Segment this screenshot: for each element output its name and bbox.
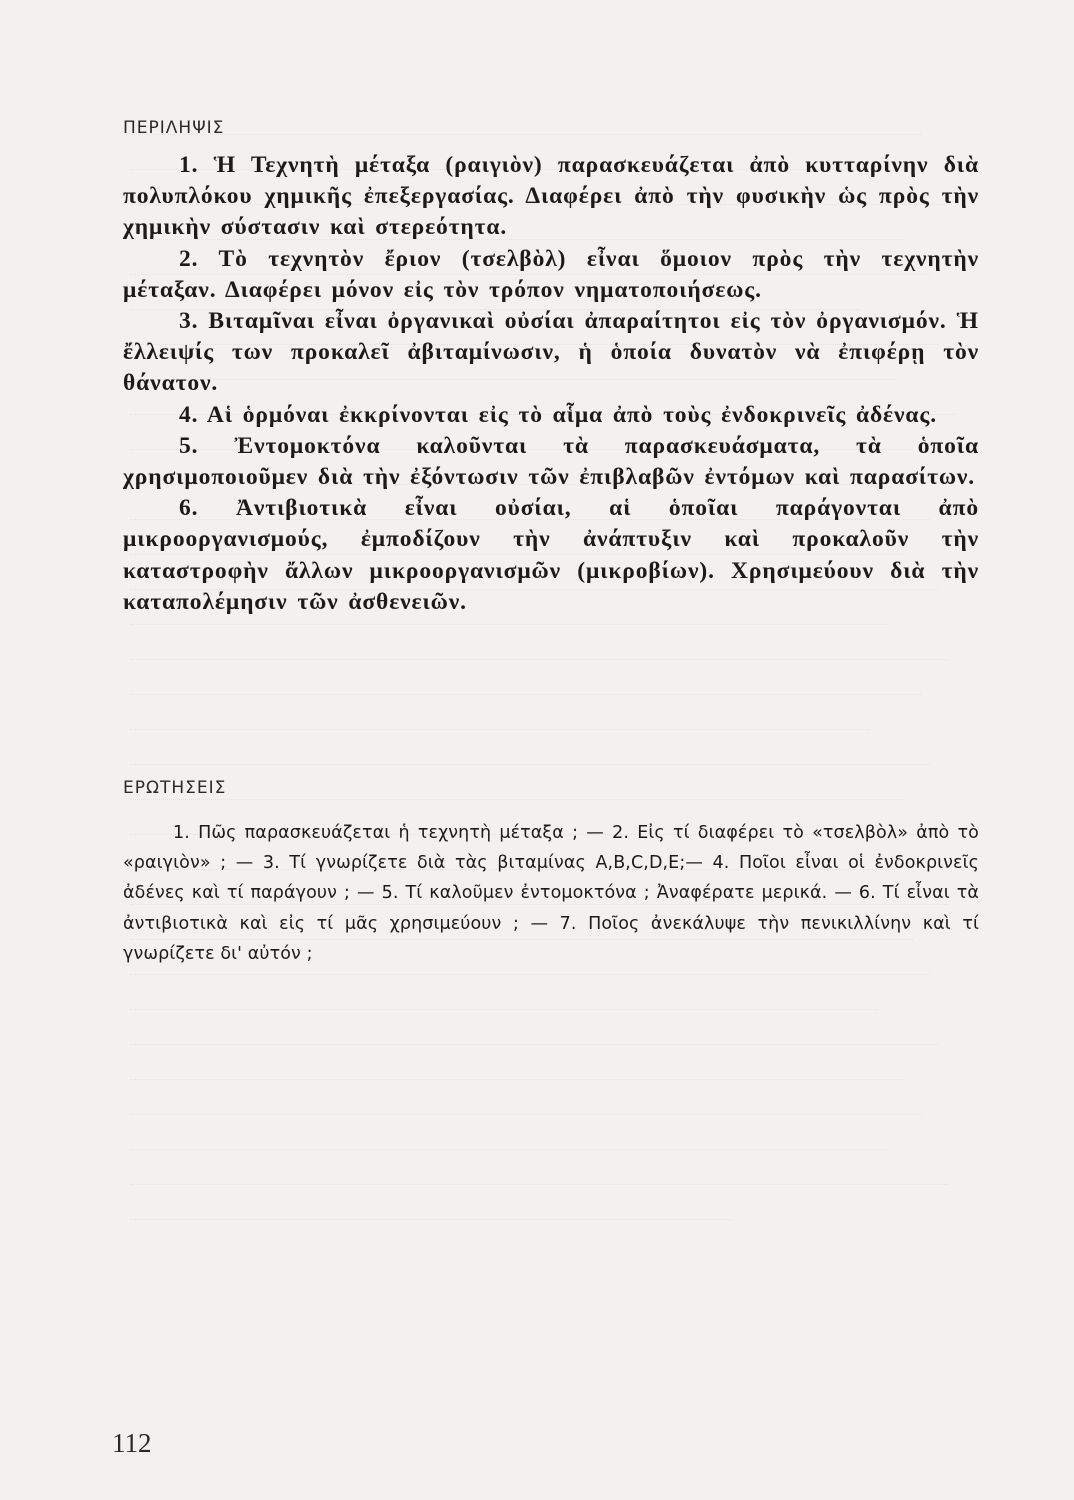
- summary-item-1: 1. Ἡ Τεχνητὴ μέταξα (ραιγιὸν) παρασκευάζεται ἀπὸ κυτταρίνην διὰ πολυπλόκου χημικῆς ἐπεξεργασίας. Διαφέρει ἀπὸ τὴν φυσικὴν ὡς πρὸς τὴν χημικὴν σύστασιν καὶ στερεότητα.: [123, 152, 979, 241]
- summary-list: [123, 150, 979, 618]
- summary-item-5: 5. Ἐντομοκτόνα καλοῦνται τὰ παρασκευάσματα, τὰ ὁποῖα χρησιμοποιοῦμεν διὰ τὴν ἐξόντωσιν τῶν ἐπιβλαβῶν ἐντόμων καὶ παρασίτων.: [123, 432, 979, 491]
- questions-block: [123, 818, 979, 969]
- questions-heading: ΕΡΩΤΗΣΕΙΣ: [123, 778, 227, 798]
- page-number: 112: [112, 1428, 152, 1458]
- summary-heading: ΠΕΡΙΛΗΨΙΣ: [123, 118, 225, 138]
- summary-item-4: 4. Αἱ ὁρμόναι ἐκκρίνονται εἰς τὸ αἷμα ἀπὸ τοὺς ἐνδοκρινεῖς ἀδένας.: [179, 401, 938, 428]
- questions-text: 1. Πῶς παρασκευάζεται ἡ τεχνητὴ μέταξα ; — 2. Εἰς τί διαφέρει τὸ «τσελβὸλ» ἀπὸ τὸ «ραιγιὸν» ; — 3. Τί γνωρίζετε διὰ τὰς βιταμίνας A,B,C,D,E;— 4. Ποῖοι εἶναι οἱ ἐνδοκρινεῖς ἀδένες καὶ τί παράγουν ; — 5. Τί καλοῦμεν ἐντομοκτόνα ; Ἀναφέρατε μερικά. — 6. Τί εἶναι τὰ ἀντιβιοτικὰ καὶ εἰς τί μᾶς χρησιμεύουν ; — 7. Ποῖος ἀνεκάλυψε τὴν πενικιλλίνην καὶ τί γνωρίζετε δι' αὐτόν ;: [123, 823, 979, 964]
- summary-item-2: 2. Τὸ τεχνητὸν ἔριον (τσελβὸλ) εἶναι ὅμοιον πρὸς τὴν τεχνητὴν μέταξαν. Διαφέρει μόνον εἰς τὸν τρόπον νηματοποιήσεως.: [123, 245, 979, 303]
- summary-item-3: 3. Βιταμῖναι εἶναι ὀργανικαὶ οὐσίαι ἀπαραίτητοι εἰς τὸν ὀργανισμόν. Ἡ ἔλλειψίς των προκαλεῖ ἀβιταμίνωσιν, ἡ ὁποία δυνατὸν νὰ ἐπιφέρῃ τὸν θάνατον.: [123, 308, 979, 397]
- summary-item-6: 6. Ἀντιβιοτικὰ εἶναι οὐσίαι, αἱ ὁποῖαι παράγονται ἀπὸ μικροοργανισμούς, ἐμποδίζουν τὴν ἀνάπτυξιν καὶ προκαλοῦν τὴν καταστροφὴν ἄλλων μικροοργανισμῶν (μικροβίων). Χρησιμεύουν διὰ τὴν καταπολέμησιν τῶν ἀσθενειῶν.: [123, 495, 979, 615]
